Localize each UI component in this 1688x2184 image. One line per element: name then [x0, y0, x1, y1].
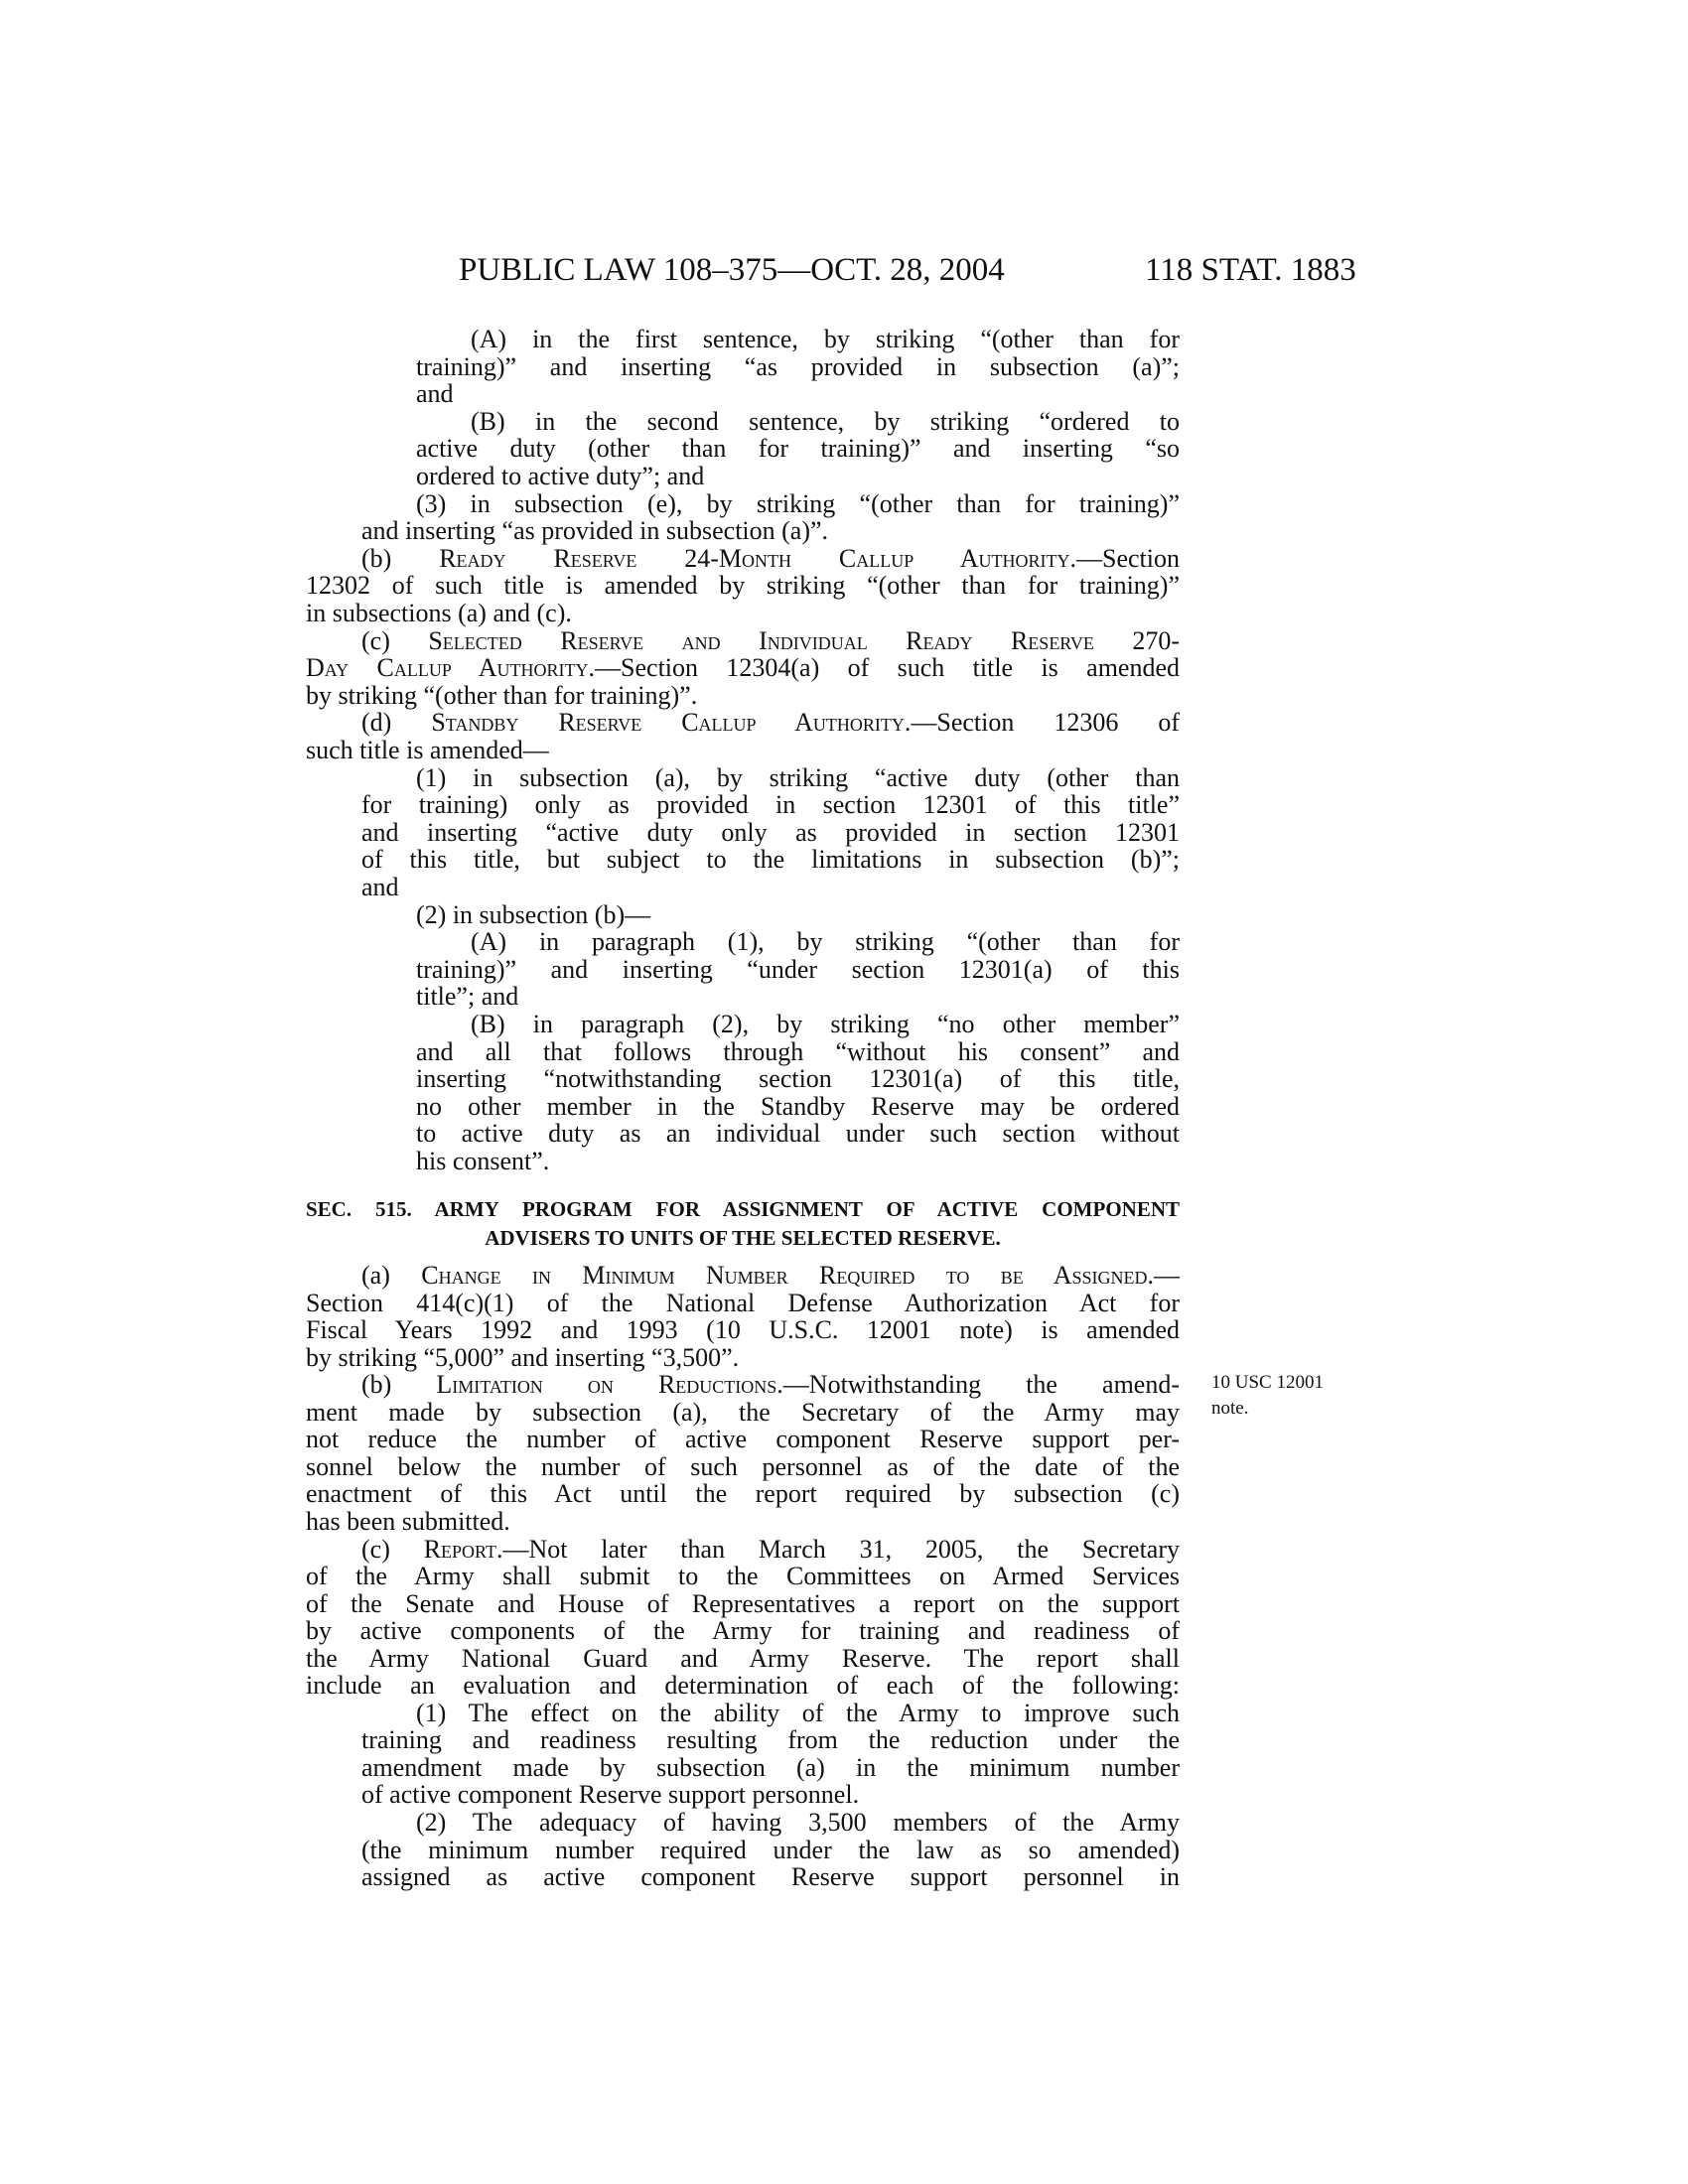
text-line: by striking “(other than for training)”.: [306, 680, 698, 710]
text-segment: —Not later than March 31, 2005, the Secretary: [502, 1534, 1180, 1564]
subsection-heading: Standby Reserve Callup Authority.: [431, 708, 912, 738]
text-line: [361, 1371, 1180, 1399]
text-line: Section 414(c)(1) of the National Defense Authorization Act for: [306, 1288, 1180, 1317]
text-line: (A) in paragraph (1), by striking “(other than for: [471, 927, 1180, 957]
text-line: amendment made by subsection (a) in the minimum number: [361, 1752, 1180, 1782]
text-line: the Army National Guard and Army Reserve. The report shall: [306, 1643, 1180, 1673]
text-line: Fiscal Years 1992 and 1993 (10 U.S.C. 12001 note) is amended: [306, 1315, 1180, 1345]
text-segment: —Section: [1075, 543, 1180, 573]
text-segment: (b): [361, 543, 440, 573]
text-line: inserting “notwithstanding section 12301(a) of this title,: [416, 1064, 1180, 1094]
text-segment: —Notwithstanding the amend-: [782, 1370, 1180, 1400]
subsection-heading: Day Callup Authority.: [306, 653, 596, 683]
text-line: [361, 627, 1180, 655]
text-line: (2) The adequacy of having 3,500 members of the Army: [416, 1808, 1180, 1837]
text-line: [306, 654, 1180, 682]
text-line: of active component Reserve support personnel.: [361, 1780, 860, 1810]
text-line: and inserting “active duty only as provided in section 12301: [361, 817, 1180, 847]
text-line: training)” and inserting “under section 12301(a) of this: [416, 954, 1180, 984]
text-line: (B) in paragraph (2), by striking “no other member”: [471, 1010, 1180, 1038]
text-line: (B) in the second sentence, by striking “ordered to: [471, 406, 1180, 436]
text-line: for training) only as provided in section 12301 of this title”: [361, 790, 1180, 820]
text-line: and: [361, 873, 399, 901]
text-line: by striking “5,000” and inserting “3,500”.: [306, 1342, 740, 1372]
text-line: (2) in subsection (b)—: [416, 899, 651, 929]
text-line: (the minimum number required under the law as so amended): [361, 1835, 1180, 1864]
text-line: include an evaluation and determination of each of the following:: [306, 1671, 1180, 1701]
text-line: 12302 of such title is amended by striking “(other than for training)”: [306, 571, 1180, 601]
section-heading-line-2: ADVISERS TO UNITS OF THE SELECTED RESERVE.: [485, 1226, 1001, 1250]
text-line: such title is amended—: [306, 736, 549, 764]
subsection-heading: Selected Reserve and Individual Ready Reserve 270-: [428, 625, 1180, 655]
text-line: of the Senate and House of Representatives a report on the support: [306, 1588, 1180, 1618]
text-line: active duty (other than for training)” and inserting “so: [416, 434, 1180, 464]
subsection-heading: Report.: [423, 1534, 503, 1564]
text-line: [361, 709, 1180, 737]
text-line: to active duty as an individual under such section without: [416, 1119, 1180, 1149]
text-segment: —Section 12304(a) of such title is amended: [595, 653, 1181, 683]
text-line: of this title, but subject to the limitations in subsection (b)”;: [361, 845, 1180, 875]
text-line: [361, 1536, 1180, 1564]
text-segment: —Section 12306 of: [911, 708, 1180, 738]
text-line: training)” and inserting “as provided in subsection (a)”;: [416, 351, 1180, 381]
text-segment: (c): [361, 625, 429, 655]
text-line: by active components of the Army for training and readiness of: [306, 1616, 1180, 1646]
text-segment: —: [1154, 1261, 1181, 1290]
text-line: (1) in subsection (a), by striking “active duty (other than: [416, 762, 1180, 792]
text-line: (1) The effect on the ability of the Army to improve such: [416, 1698, 1180, 1727]
text-segment: (c): [361, 1534, 424, 1564]
text-line: assigned as active component Reserve support personnel in: [361, 1862, 1180, 1892]
text-line: not reduce the number of active component Reserve support per-: [306, 1425, 1180, 1454]
text-line: and all that follows through “without his consent” and: [416, 1036, 1180, 1066]
statute-page-number: 118 STAT. 1883: [1145, 252, 1356, 288]
text-line: has been submitted.: [306, 1506, 510, 1536]
text-line: no other member in the Standby Reserve may be ordered: [416, 1091, 1180, 1121]
text-line: in subsections (a) and (c).: [306, 599, 572, 627]
text-line: ordered to active duty”; and: [416, 462, 705, 490]
subsection-heading: Ready Reserve 24-Month Callup Authority.: [439, 543, 1076, 573]
text-line: enactment of this Act until the report required by subsection (c): [306, 1479, 1180, 1509]
text-line: and inserting “as provided in subsection (a)”.: [361, 516, 829, 546]
text-line: (A) in the first sentence, by striking “(other than for: [471, 325, 1180, 353]
subsection-heading: Limitation on Reductions.: [436, 1370, 783, 1400]
text-segment: (a): [361, 1261, 422, 1290]
text-segment: (d): [361, 708, 432, 738]
running-header-title: PUBLIC LAW 108–375—OCT. 28, 2004: [459, 252, 1005, 288]
text-line: (3) in subsection (e), by striking “(other than for training)”: [416, 488, 1180, 518]
margin-note-line-2: note.: [1211, 1398, 1249, 1419]
section-heading-line-1: SEC. 515. ARMY PROGRAM FOR ASSIGNMENT OF ACTIVE COMPONENT: [306, 1197, 1180, 1221]
text-line: and: [416, 379, 454, 409]
margin-note-line-1: 10 USC 12001: [1211, 1372, 1324, 1393]
subsection-heading: Change in Minimum Number Required to be Assigned.: [421, 1261, 1155, 1290]
text-segment: (b): [361, 1370, 437, 1400]
text-line: ment made by subsection (a), the Secretary of the Army may: [306, 1397, 1180, 1427]
text-line: title”; and: [416, 982, 519, 1012]
text-line: sonnel below the number of such personnel as of the date of the: [306, 1451, 1180, 1481]
text-line: [361, 545, 1180, 573]
text-line: his consent”.: [416, 1147, 550, 1175]
text-line: training and readiness resulting from the reduction under the: [361, 1725, 1180, 1755]
text-line: of the Army shall submit to the Committees on Armed Services: [306, 1562, 1180, 1591]
text-line: [361, 1262, 1180, 1290]
